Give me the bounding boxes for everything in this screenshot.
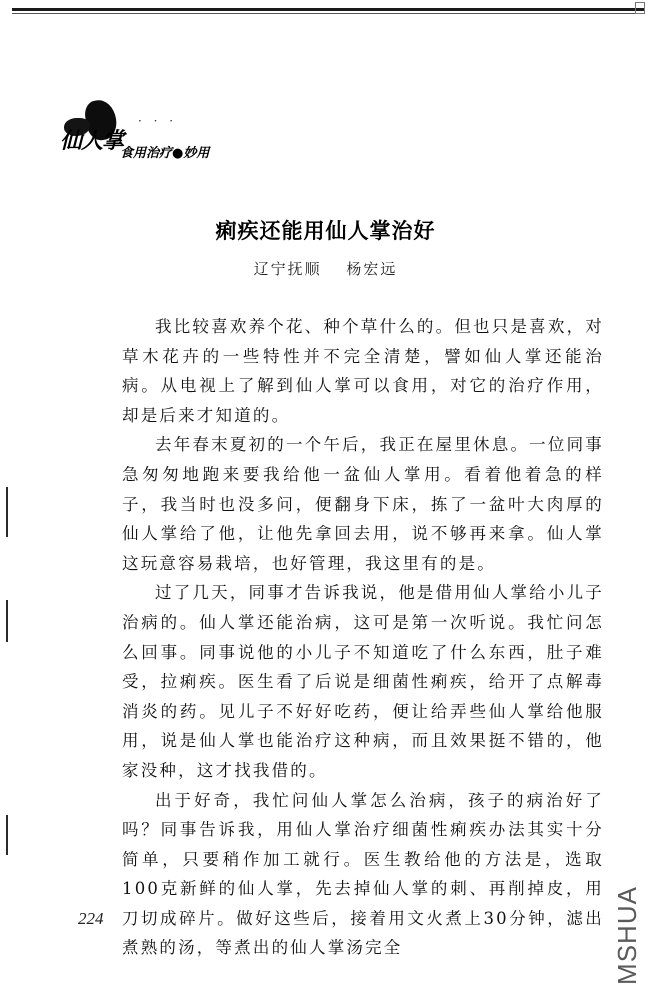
top-rule	[12, 8, 645, 11]
scan-edge-mark	[6, 815, 8, 855]
watermark-text: MSHUA	[611, 885, 642, 985]
watermark	[609, 880, 645, 990]
paragraph: 去年春末夏初的一个午后，我正在屋里休息。一位同事急匆匆地跑来要我给他一盆仙人掌用。看着他着急的样子，我当时也没多问，便翻身下床，拣了一盆叶大肉厚的仙人掌给了他，让他先拿回去用，说不够再来拿。仙人掌这玩意容易栽培，也好管理，我这里有的是。	[122, 435, 604, 573]
page-number: 224	[78, 909, 104, 928]
paragraph: 过了几天，同事才告诉我说，他是借用仙人掌给小儿子治病的。仙人掌还能治病，这可是第一次听说。我忙问怎么回事。同事说他的小儿子不知道吃了什么东西，肚子难受，拉痢疾。医生看了后说是细菌性痢疾，给开了点解毒消炎的药。见儿子不好好吃药，便让给弄些仙人掌给他服用，说是仙人掌也能治疗这种病，而且效果挺不错的，他家没种，这才找我借的。	[122, 583, 604, 780]
running-header	[58, 96, 258, 166]
running-header-main: 仙人掌	[60, 128, 124, 154]
corner-mark	[635, 2, 645, 14]
header-dots-decoration: · · ·	[138, 114, 178, 128]
paragraph: 我比较喜欢养个花、种个草什么的。但也只是喜欢，对草木花卉的一些特性并不完全清楚，譬如仙人掌还能治病。从电视上了解到仙人掌可以食用，对它的治疗作用，却是后来才知道的。	[122, 317, 604, 425]
article-byline: 辽宁抚顺 杨宏远	[253, 260, 398, 278]
article-body	[122, 312, 604, 963]
scan-edge-mark	[6, 600, 8, 642]
article-title: 痢疾还能用仙人掌治好	[215, 218, 436, 243]
top-rule-thin	[12, 13, 645, 14]
scan-edge-mark	[6, 487, 8, 537]
paragraph: 出于好奇，我忙问仙人掌怎么治病，孩子的病治好了吗？同事告诉我，用仙人掌治疗细菌性痢疾办法其实十分简单，只要稍作加工就行。医生教给他的方法是，选取100克新鲜的仙人掌，先去掉仙人掌的刺、再削掉皮，用刀切成碎片。做好这些后，接着用文火煮上30分钟，滤出煮熟的汤，等煮出的仙人掌汤完全	[122, 790, 604, 958]
running-header-sub: 食用治疗●妙用	[120, 146, 210, 161]
